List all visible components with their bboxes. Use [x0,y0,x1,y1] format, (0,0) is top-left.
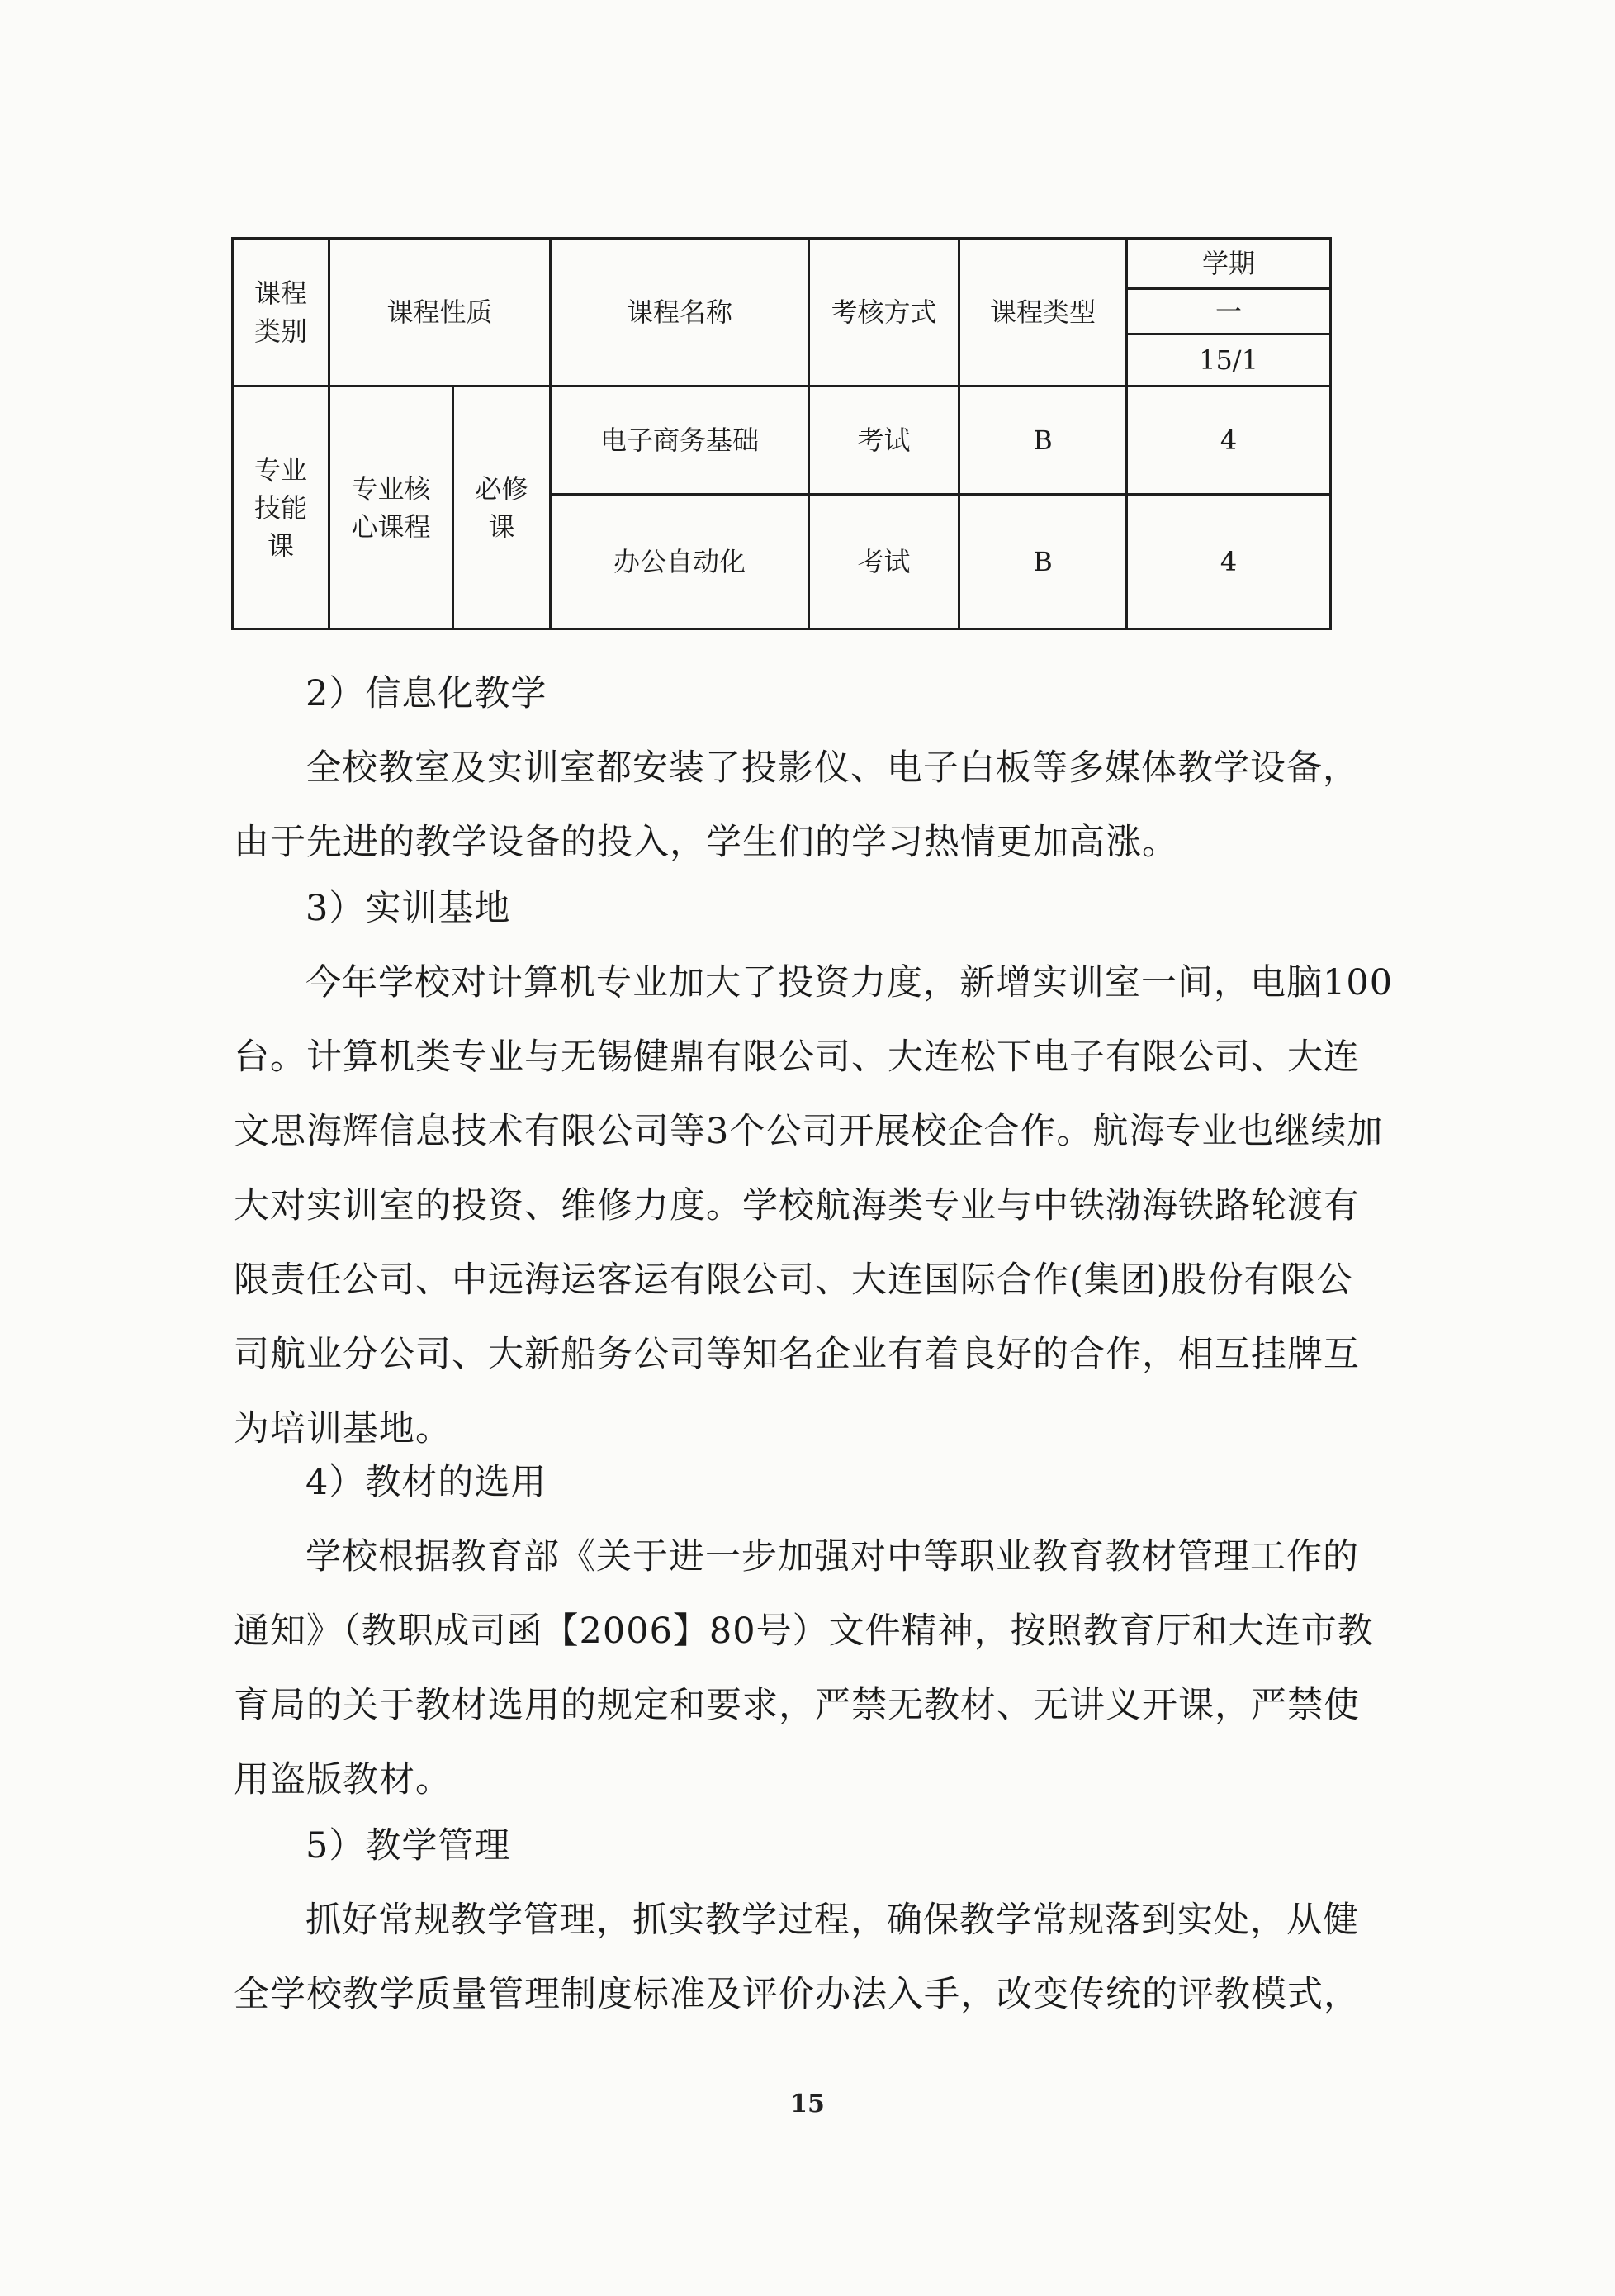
cell-course-name: 电子商务基础 [551,387,809,495]
table-row [233,387,1331,495]
header-course-type: 课程类型 [959,239,1127,387]
paragraph-line: 限责任公司、中远海运客运有限公司、大连国际合作(集团)股份有限公 [234,1259,1353,1301]
header-semester-weeks: 15/1 [1127,334,1331,387]
section-textbooks [234,1445,1390,1817]
paragraph-line: 大对实训室的投资、维修力度。学校航海类专业与中铁渤海铁路轮渡有 [234,1185,1360,1226]
paragraph-line: 文思海辉信息技术有限公司等3个公司开展校企合作。航海专业也继续加 [234,1111,1384,1152]
header-course-category: 课程 类别 [233,239,329,387]
paragraph-line: 通知》（教职成司函【2006】80号）文件精神，按照教育厅和大连市教 [234,1611,1374,1652]
table-header-row [233,239,1331,289]
cell-assessment: 考试 [809,387,959,495]
cell-hours: 4 [1127,495,1331,629]
cell-course-type: B [959,495,1127,629]
paragraph-line: 学校根据教育部《关于进一步加强对中等职业教育教材管理工作的 [305,1536,1359,1577]
header-semester-index: 一 [1127,289,1331,334]
paragraph-line: 育局的关于教材选用的规定和要求，严禁无教材、无讲义开课，严禁使 [234,1685,1360,1726]
section-teaching-management [234,1809,1390,2032]
paragraph-line: 为培训基地。 [234,1408,452,1449]
group-course-nature: 专业核 心课程 [329,387,453,629]
header-assessment: 考核方式 [809,239,959,387]
paragraph-line: 由于先进的教学设备的投入，学生们的学习热情更加高涨。 [234,822,1178,863]
paragraph-line: 台。计算机类专业与无锡健鼎有限公司、大连松下电子有限公司、大连 [234,1037,1360,1078]
section-heading: 3）实训基地 [305,888,511,929]
paragraph-line: 抓好常规教学管理，抓实教学过程，确保教学常规落到实处，从健 [305,1900,1359,1941]
section-heading: 4）教材的选用 [305,1462,547,1503]
section-informatization [234,657,1390,880]
cell-hours: 4 [1127,387,1331,495]
course-table [231,237,1332,630]
section-heading: 2）信息化教学 [305,673,547,714]
paragraph-line: 全校教室及实训室都安装了投影仪、电子白板等多媒体教学设备， [305,747,1359,789]
group-course-requirement: 必修 课 [453,387,551,629]
group-course-category: 专业 技能 课 [233,387,329,629]
paragraph-line: 用盗版教材。 [234,1759,452,1800]
paragraph-line: 今年学校对计算机专业加大了投资力度，新增实训室一间，电脑100 [305,962,1394,1003]
page-number: 15 [790,2090,825,2118]
header-course-name: 课程名称 [551,239,809,387]
cell-course-type: B [959,387,1127,495]
section-training-base [234,871,1394,1466]
paragraph-line: 司航业分公司、大新船务公司等知名企业有着良好的合作，相互挂牌互 [234,1334,1360,1375]
cell-course-name: 办公自动化 [551,495,809,629]
header-course-nature: 课程性质 [329,239,551,387]
paragraph-line: 全学校教学质量管理制度标准及评价办法入手，改变传统的评教模式， [234,1974,1360,2015]
cell-assessment: 考试 [809,495,959,629]
section-heading: 5）教学管理 [305,1825,511,1867]
header-semester: 学期 [1127,239,1331,289]
